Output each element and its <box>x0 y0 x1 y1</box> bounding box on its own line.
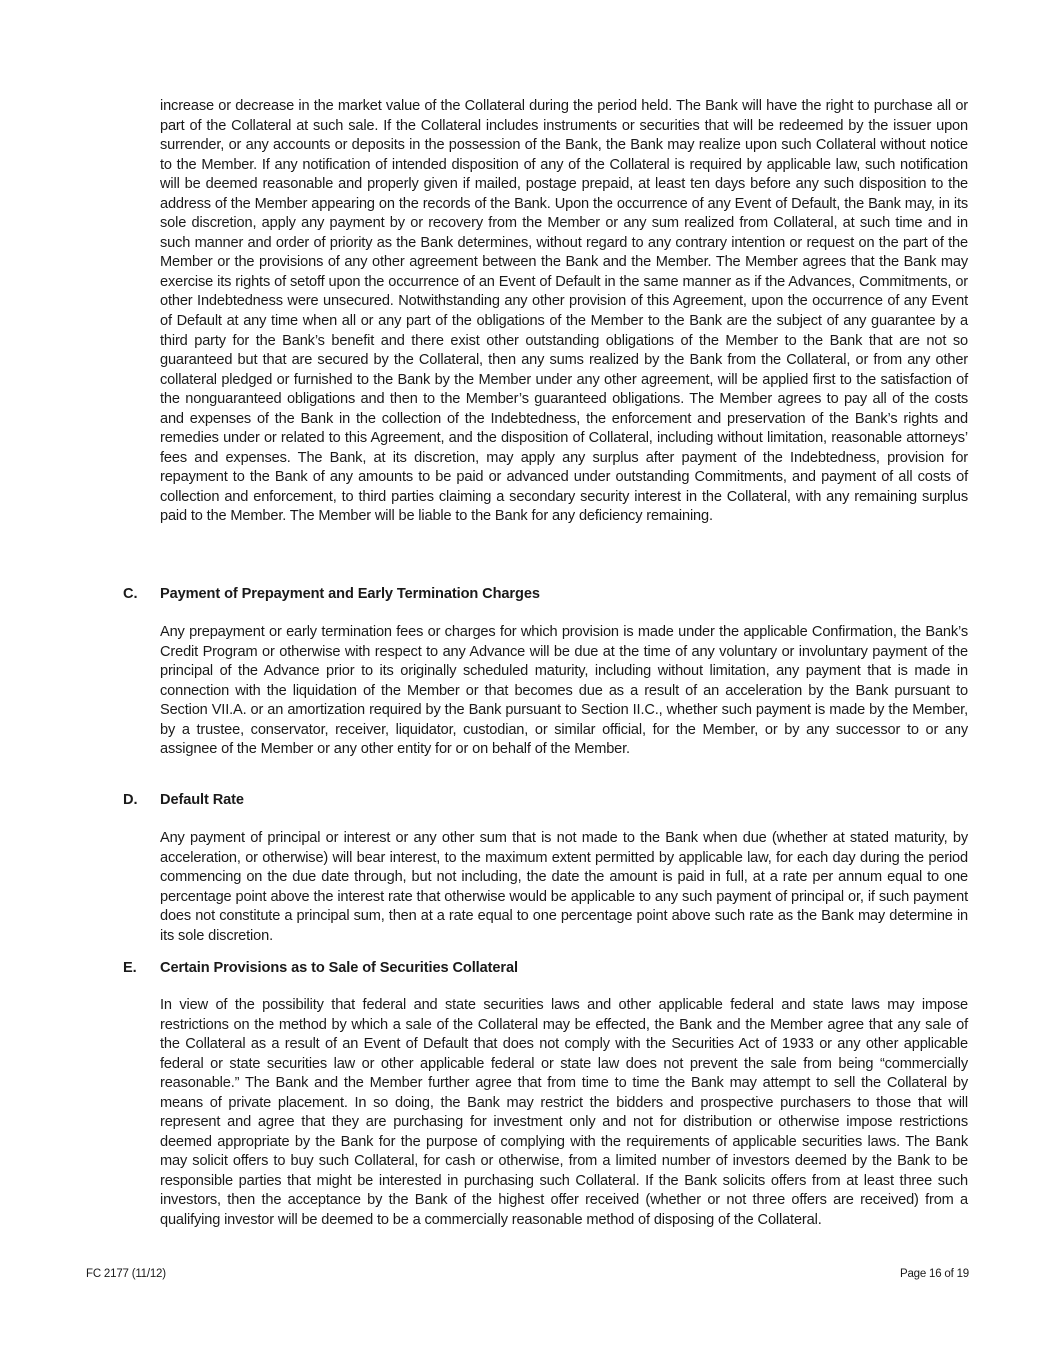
page-number: Page 16 of 19 <box>899 1268 969 1280</box>
section-letter: C. <box>123 586 138 602</box>
section-body-e: In view of the possibility that federal and state securities laws and other applicable federal and state laws may impose restrictions on the method by which a sale of the Collateral may be effected, the Bank and the Member agree that any sale of the Collateral as a result of an Event of Default that does not comply with the Securities Act of 1933 or any other applicable federal or state securities law or other applicable federal or state law does not prevent the sale from being “commercially reasonable.” The Bank and the Member further agree that from time to time the Bank may attempt to sell the Collateral by means of private placement. In so doing, the Bank may restrict the bidders and prospective purchasers to those that will represent and agree that they are purchasing for investment only and not for distribution or otherwise impose restrictions deemed appropriate by the Bank for the purpose of complying with the requirements of applicable securities laws. The Bank may solicit offers to buy such Collateral, for cash or otherwise, from a limited number of investors deemed by the Bank to be responsible parties that might be interested in purchasing such Collateral. If the Bank solicits offers from at least three such investors, then the acceptance by the Bank of the highest offer received (whether or not three offers are received) from a qualifying investor will be deemed to be a commercially reasonable method of disposing of the Collateral. <box>160 997 968 1229</box>
section-title: Certain Provisions as to Sale of Securities Collateral <box>160 960 518 976</box>
section-body-d: Any payment of principal or interest or any other sum that is not made to the Bank when due (whether at stated maturity, by acceleration, or otherwise) will bear interest, to the maximum extent permitted by applicable law, for each day during the period commencing on the due date through, but not including, the date the amount is paid in full, at a rate per annum equal to one percentage point above the interest rate that otherwise would be applicable to any such payment of principal or, if such payment does not constitute a principal sum, then at a rate equal to one percentage point above such rate as the Bank may determine in its sole discretion. <box>160 830 968 944</box>
section-heading-d <box>123 791 244 810</box>
section-letter: D. <box>123 792 138 808</box>
continuation-paragraph: increase or decrease in the market value of the Collateral during the period held. The Bank will have the right to purchase all or part of the Collateral at such sale. If the Collateral includes instruments or securities that will be redeemed by the issuer upon surrender, or any accounts or deposits in the possession of the Bank, the Bank may realize upon such Collateral without notice to the Member. If any notification of intended disposition of any of the Collateral is required by applicable law, such notification will be deemed reasonable and properly given if mailed, postage prepaid, at least ten days before any such disposition to the address of the Member appearing on the records of the Bank. Upon the occurrence of any Event of Default, the Bank may, in its sole discretion, apply any payment by or recovery from the Member or any sum realized from Collateral, at such time and in such manner and order of priority as the Bank determines, without regard to any contrary intention or request on the part of the Member or the provisions of any other agreement between the Bank and the Member. The Member agrees that the Bank may exercise its rights of setoff upon the occurrence of an Event of Default in the same manner as if the Advances, Commitments, or other Indebtedness were unsecured. Notwithstanding any other provision of this Agreement, upon the occurrence of any Event of Default at any time when all or any part of the obligations of the Member to the Bank are the subject of any guarantee by a third party for the Bank’s benefit and there exist other outstanding obligations of the Member to the Bank that are not so guaranteed but that are secured by the Collateral, then any sums realized by the Bank from the Collateral, or from any other collateral pledged or furnished to the Bank by the Member under any other agreement, will be applied first to the satisfaction of the nonguaranteed obligations and then to the Member’s guaranteed obligations. The Member agrees to pay all of the costs and expenses of the Bank in the collection of the Indebtedness, the enforcement and preservation of the Bank’s rights and remedies under or related to this Agreement, and the disposition of Collateral, including without limitation, reasonable attorneys’ fees and expenses. The Bank, at its discretion, may apply any surplus after payment of the Indebtedness, provision for repayment to the Bank of any amounts to be paid or advanced under outstanding Commitments, and payment of all costs of collection and enforcement, to third parties claiming a secondary security interest in the Collateral, with any remaining surplus paid to the Member. The Member will be liable to the Bank for any deficiency remaining. <box>160 98 968 525</box>
section-heading-e <box>123 959 518 978</box>
section-title: Default Rate <box>160 792 244 808</box>
section-heading-c <box>123 585 540 604</box>
section-body-c: Any prepayment or early termination fees or charges for which provision is made under the applicable Confirmation, the Bank’s Credit Program or otherwise with respect to any Advance will be due at the time of any voluntary or involuntary payment of the principal of the Advance prior to its originally scheduled maturity, including without limitation, any payment that is made in connection with the liquidation of the Member or that becomes due as a result of an acceleration by the Bank pursuant to Section VII.A. or an amortization required by the Bank pursuant to Section II.C., whether such payment is made by the Member, by a trustee, conservator, receiver, liquidator, custodian, or similar official, for the Member, or by any successor to or any assignee of the Member or any other entity for or on behalf of the Member. <box>160 624 968 758</box>
section-title: Payment of Prepayment and Early Termination Charges <box>160 586 540 602</box>
form-id: FC 2177 (11/12) <box>86 1268 166 1280</box>
section-letter: E. <box>123 960 137 976</box>
